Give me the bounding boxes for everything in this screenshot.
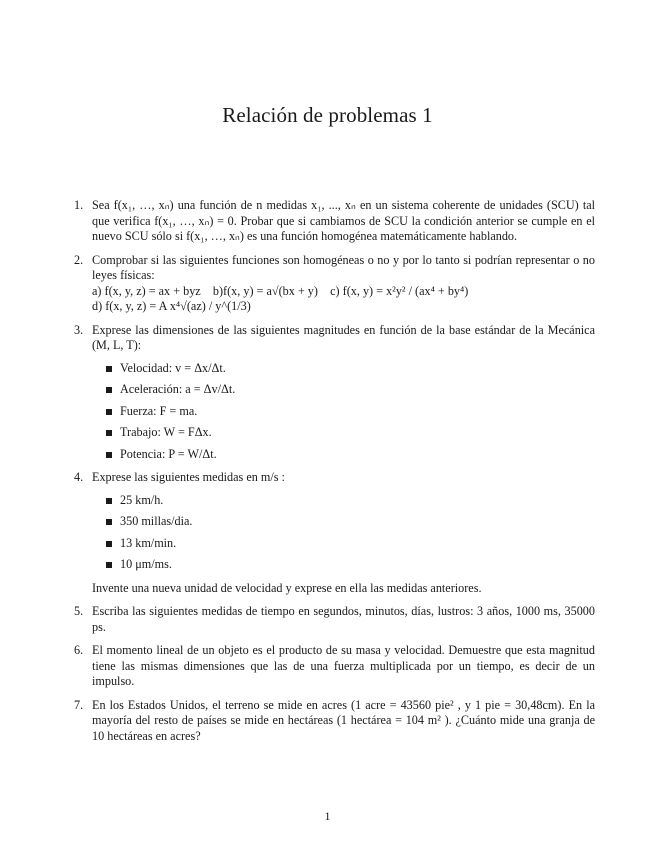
- problem-3: [74, 322, 595, 463]
- problem-number: 3.: [74, 322, 84, 337]
- problem-number: 1.: [74, 198, 84, 212]
- list-item: Fuerza: F = ma.: [92, 404, 595, 420]
- problem-1: [74, 198, 595, 245]
- list-item: 350 millas/dia.: [92, 514, 595, 530]
- problem-text: Sea f(x₁, …, xₙ) una función de n medidas x₁, ..., xₙ en un sistema coherente de unidades (SCU) tal que verifica f(x₁, …, xₙ) = 0. Probar que si cambiamos de SCU la condición anterior se cumple en el nuevo SCU sólo si f(x₁, …, xₙ) es una función homogénea matemáticamente hablando.: [92, 198, 595, 243]
- list-item: 25 km/h.: [92, 493, 595, 509]
- problem-text: El momento lineal de un objeto es el producto de su masa y velocidad. Demuestre que esta magnitud tiene las mismas dimensiones que las de una fuerza multiplicada por un tiempo, es decir de un impulso.: [92, 643, 595, 688]
- list-item: Trabajo: W = FΔx.: [92, 425, 595, 441]
- problem-number: 5.: [74, 604, 84, 618]
- problem-2: [74, 252, 595, 315]
- function-a: a) f(x, y, z) = ax + byz: [92, 283, 201, 298]
- problem-number: 2.: [74, 252, 84, 267]
- list-item: Aceleración: a = Δv/Δt.: [92, 382, 595, 398]
- problem-4: [74, 470, 595, 596]
- problem-6: [74, 643, 595, 690]
- problem-text: En los Estados Unidos, el terreno se mide en acres (1 acre = 43560 pie² , y 1 pie = 30,48cm). En la mayoría del resto de países se mide en hectáreas (1 hectárea = 104 m² ). ¿Cuánto mide una granja de 10 hectáreas en acres?: [92, 697, 595, 743]
- list-item: Velocidad: v = Δx/Δt.: [92, 361, 595, 377]
- problem-7: [74, 697, 595, 745]
- function-c: c) f(x, y) = x²y² / (ax⁴ + by⁴): [330, 283, 469, 298]
- problem-text: Exprese las dimensiones de las siguientes magnitudes en función de la base estándar de la Mecánica (M, L, T):: [92, 322, 595, 352]
- problem-text: Escriba las siguientes medidas de tiempo en segundos, minutos, días, lustros: 3 años, 1000 ms, 35000 ps.: [92, 604, 595, 634]
- problem-number: 6.: [74, 643, 84, 657]
- measure-list: [92, 493, 595, 573]
- problem-number: 4.: [74, 470, 84, 484]
- function-b: b)f(x, y) = a√(bx + y): [212, 283, 318, 298]
- function-d: d) f(x, y, z) = A x⁴√(az) / y^(1/3): [92, 299, 251, 313]
- page-title: Relación de problemas 1: [222, 103, 433, 127]
- function-list: [92, 284, 595, 300]
- problem-followup: Invente una nueva unidad de velocidad y exprese en ella las medidas anteriores.: [92, 580, 482, 595]
- page-number: 1: [324, 809, 331, 823]
- magnitude-list: [92, 361, 595, 463]
- list-item: 13 km/min.: [92, 536, 595, 552]
- list-item: Potencia: P = W/Δt.: [92, 447, 595, 463]
- list-item: 10 μm/ms.: [92, 557, 595, 573]
- problem-list: [74, 198, 595, 752]
- problem-text: Exprese las siguientes medidas en m/s :: [92, 470, 285, 484]
- problem-5: [74, 604, 595, 635]
- problem-text: Comprobar si las siguientes funciones son homogéneas o no y por lo tanto si podrían representar o no leyes físicas:: [92, 252, 595, 282]
- problem-number: 7.: [74, 697, 84, 712]
